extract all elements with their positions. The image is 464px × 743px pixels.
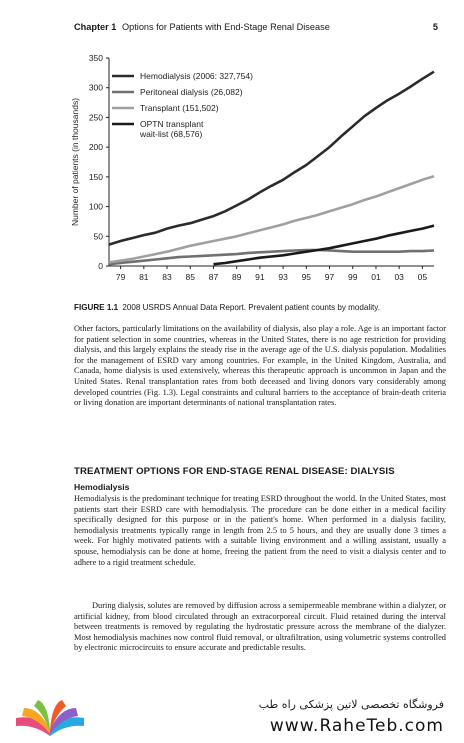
subsection-heading: Hemodialysis bbox=[74, 482, 130, 492]
x-tick-label: 87 bbox=[208, 272, 219, 282]
page-header bbox=[74, 22, 438, 36]
y-tick-label: 50 bbox=[93, 231, 103, 242]
chapter-title: Options for Patients with End-Stage Renal Disease bbox=[121, 22, 330, 32]
figure-caption bbox=[74, 302, 446, 313]
x-tick-label: 83 bbox=[162, 272, 172, 282]
y-tick-label: 350 bbox=[88, 53, 103, 63]
x-tick-label: 81 bbox=[139, 272, 149, 282]
x-tick-label: 91 bbox=[255, 272, 265, 282]
page-number: 5 bbox=[432, 22, 438, 32]
y-axis-label: Number of patients (in thousands) bbox=[70, 97, 80, 227]
chapter-number: 1 bbox=[111, 22, 117, 32]
section-heading: TREATMENT OPTIONS FOR END-STAGE RENAL DISEASE: DIALYSIS bbox=[74, 466, 395, 477]
website-url[interactable]: www.RaheTeb.com bbox=[269, 716, 444, 736]
x-tick-label: 93 bbox=[278, 272, 288, 282]
x-tick-label: 05 bbox=[417, 272, 428, 282]
y-tick-label: 150 bbox=[88, 171, 103, 182]
x-tick-label: 99 bbox=[348, 272, 358, 282]
y-tick-label: 200 bbox=[88, 142, 103, 153]
figure-label: FIGURE 1.1 bbox=[74, 303, 119, 312]
patients-by-modality-chart bbox=[64, 46, 444, 298]
x-tick-label: 03 bbox=[394, 272, 404, 282]
body-paragraph-1: Other factors, particularly limitations on the availability of dialysis, also play a role. Age is an important factor for patient selection in some countries, whereas in the United States, there is no age restriction for providing dialysis, and this largely explains the steady rise in the average age of the U.S. dialysis population. Modalities for the management of ESRD vary among countries. For example, in the United Kingdom, Australia, and Canada, home dialysis is used extensively, whereas this therapeutic approach is uncommon in Japan and the United States. Renal transplantation rates from both deceased and living donors vary considerably among developed countries (Fig. 1.3). Legal constraints and cultural barriers to the acceptance of brain-death criteria or living donation are important determinants of national transplantation rates. bbox=[74, 324, 446, 408]
book-logo-icon bbox=[10, 696, 90, 740]
x-tick-label: 89 bbox=[231, 272, 242, 282]
body-paragraph-3: During dialysis, solutes are removed by diffusion across a semipermeable membrane within a dialyzer, or artificial kidney, from blood circulated through an extracorporeal circuit. Fluid retained during the interval between treatments is removed by regulating the hydrostatic pressure across the membrane of the dialyzer. Most hemodialysis machines now control fluid removal, or ultrafiltration, using volumetric systems controlled by electronic microcircuits to ensure accurate and predictable results. bbox=[74, 601, 446, 653]
y-tick-label: 100 bbox=[88, 201, 103, 212]
footer-banner bbox=[0, 692, 464, 743]
figure-caption-text: 2008 USRDS Annual Data Report. Prevalent patient counts by modality. bbox=[122, 303, 380, 312]
x-tick-label: 97 bbox=[324, 272, 335, 282]
body-paragraph-2: Hemodialysis is the predominant technique for treating ESRD throughout the world. In the United States, most patients start their ESRD care with hemodialysis. The procedure can be done either in a medical facility specifically designed for this purpose or in the patient's home. When performed in a dialysis facility, hemodialysis treatments typically range in length from 2.5 to 5 hours, and they are usually done 3 times a week. For highly motivated patients with a suitable living environment and a willing assistant, usually a spouse, hemodialysis can be done at home, freeing the patient from the need to visit a dialysis center and to adhere to a rigid treatment schedule. bbox=[74, 494, 446, 567]
series-line-1 bbox=[109, 72, 434, 245]
series-line-4 bbox=[214, 226, 435, 265]
store-name-persian: فروشگاه تخصصی لاتین پزشکی راه طب bbox=[258, 698, 444, 711]
series-line-3 bbox=[109, 176, 434, 262]
legend-label-2: Peritoneal dialysis (26,082) bbox=[140, 87, 243, 97]
x-tick-label: 01 bbox=[371, 272, 381, 282]
x-tick-label: 95 bbox=[301, 272, 312, 282]
legend-label-4: OPTN transplant wait-list (68,576) bbox=[140, 119, 204, 139]
x-tick-label: 79 bbox=[115, 272, 126, 282]
y-tick-label: 0 bbox=[98, 261, 103, 271]
legend-label-1: Hemodialysis (2006: 327,754) bbox=[140, 71, 253, 81]
legend-label-3: Transplant (151,502) bbox=[140, 103, 219, 113]
y-tick-label: 300 bbox=[88, 82, 103, 93]
x-tick-label: 85 bbox=[185, 272, 195, 282]
chapter-label: Chapter bbox=[74, 22, 109, 32]
y-tick-label: 250 bbox=[88, 112, 103, 123]
